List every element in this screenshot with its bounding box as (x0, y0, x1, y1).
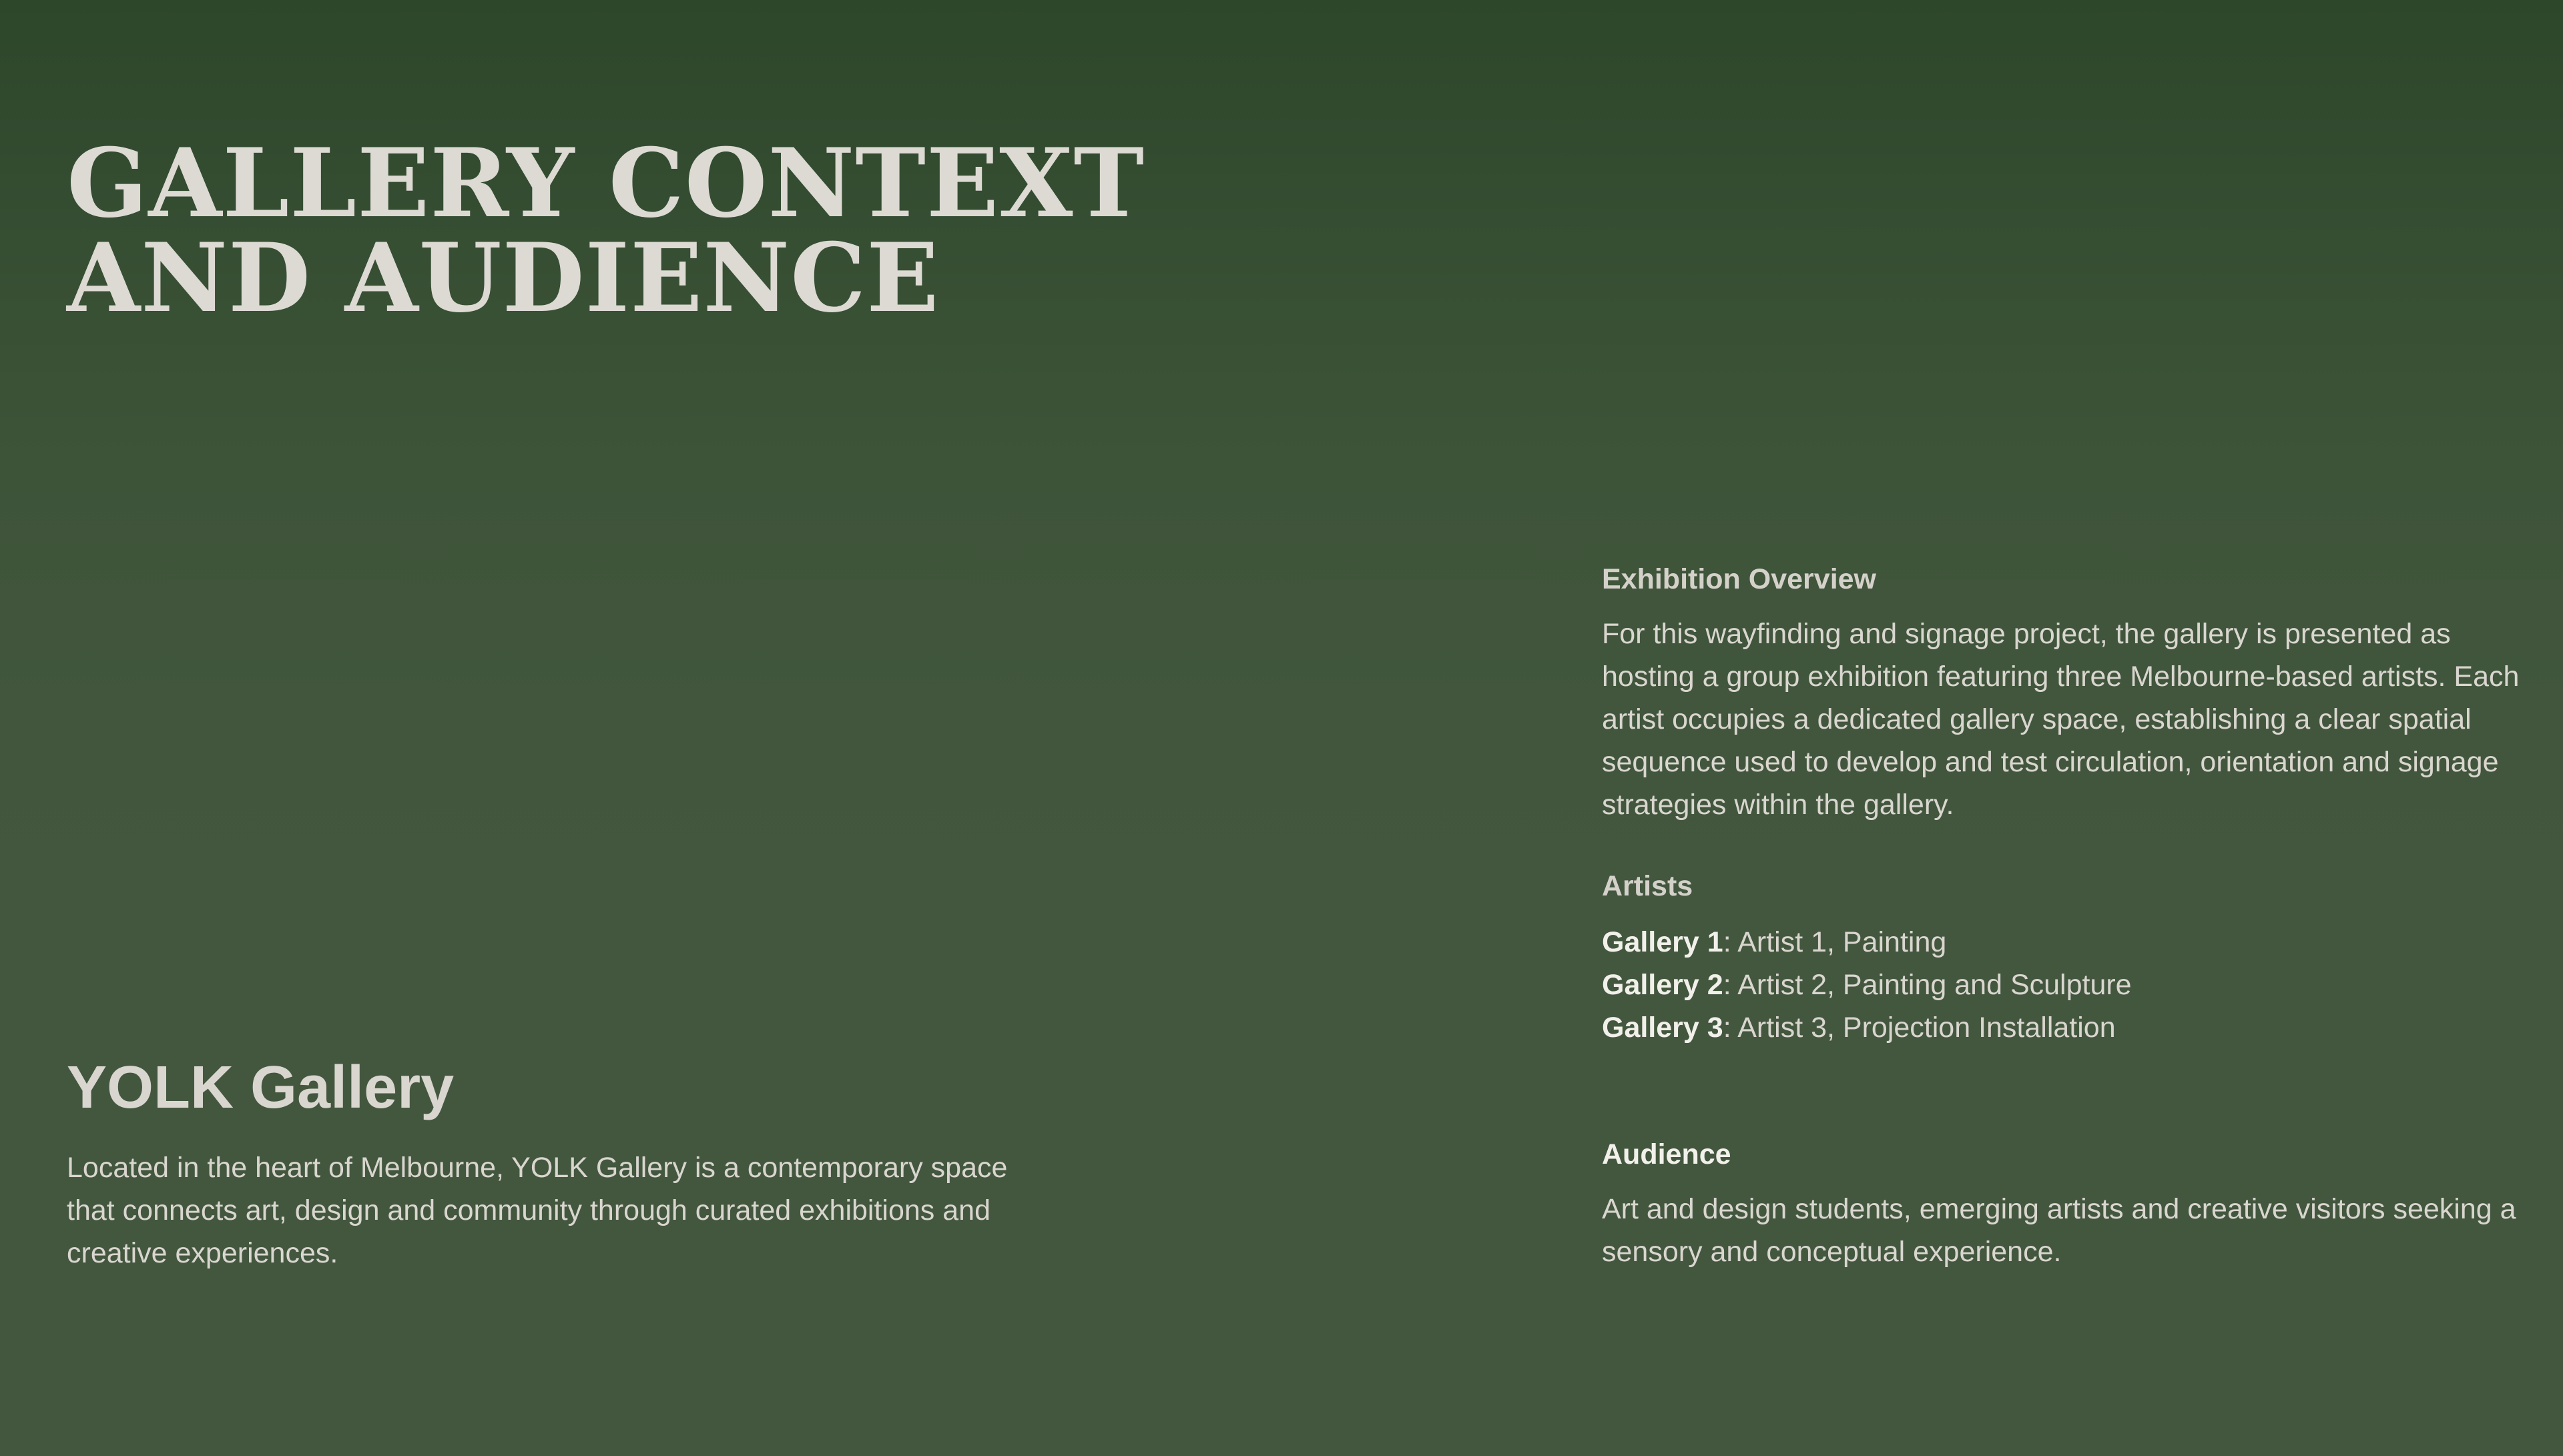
audience-section (1602, 1133, 2523, 1273)
artist-detail: : Artist 3, Projection Installation (1723, 1012, 2116, 1044)
artists-section (1602, 865, 2523, 1049)
page-title-line-1: GALLERY CONTEXT (67, 128, 1145, 239)
gallery-label: Gallery 3 (1602, 1012, 1723, 1044)
artist-list (1602, 921, 2523, 1049)
list-item (1602, 1006, 2523, 1049)
artist-detail: : Artist 2, Painting and Sculpture (1723, 969, 2132, 1001)
page-title (67, 128, 1201, 334)
exhibition-overview-section (1602, 558, 2523, 826)
gallery-intro (67, 1053, 1041, 1275)
exhibition-overview-heading: Exhibition Overview (1602, 563, 1876, 595)
artists-heading: Artists (1602, 870, 1693, 902)
details-column (1602, 558, 2523, 1273)
gallery-name: YOLK Gallery (67, 1054, 455, 1121)
list-item (1602, 921, 2523, 964)
audience-heading: Audience (1602, 1138, 1731, 1170)
artist-detail: : Artist 1, Painting (1723, 926, 1947, 958)
gallery-label: Gallery 1 (1602, 926, 1723, 958)
page-title-line-2: AND AUDIENCE (67, 223, 940, 334)
exhibition-overview-body: For this wayfinding and signage project, the gallery is presented as hosting a group exhibition featuring three Melbourne-based artists. Each artist occupies a dedicated gallery space, establishing a clear spatial sequence used to develop and test circulation, orientation and signage strategies within the gallery. (1602, 618, 2520, 821)
gallery-description: Located in the heart of Melbourne, YOLK Gallery is a contemporary space that connects art, design and community through curated exhibitions and creative experiences. (67, 1152, 1008, 1269)
gallery-label: Gallery 2 (1602, 969, 1723, 1001)
audience-body: Art and design students, emerging artists and creative visitors seeking a sensory and conceptual experience. (1602, 1193, 2516, 1268)
list-item (1602, 964, 2523, 1006)
